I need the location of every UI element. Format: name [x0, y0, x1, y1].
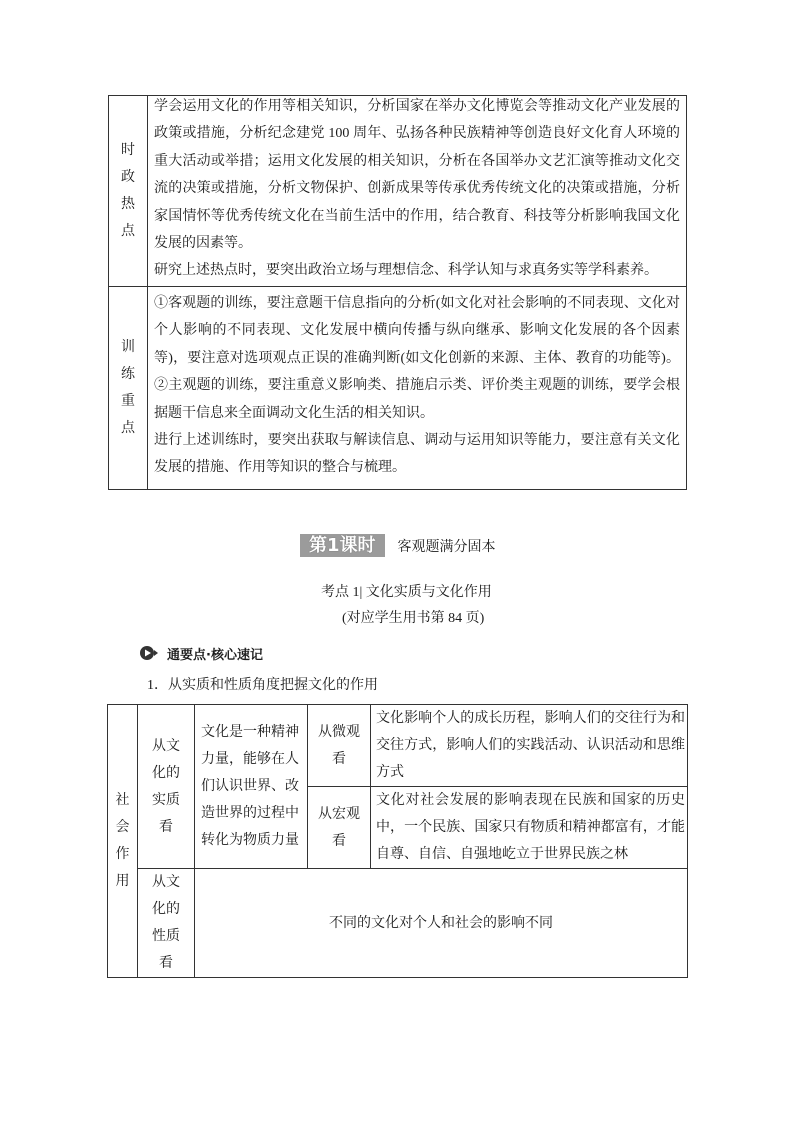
paragraph-line: 据题干信息来全面调动文化生活的相关知识。: [154, 405, 434, 421]
paragraph-line: 研究上述热点时，要突出政治立场与理想信念、科学认知与求真务实等学科素养。: [154, 263, 658, 279]
label-nature: 从文化的性质看: [138, 869, 195, 978]
paragraph-line: 文化是一种精神: [201, 725, 299, 740]
paragraph-line: 文化对社会发展的影响表现在民族和国家的历史: [376, 793, 685, 808]
section-header: [139, 644, 263, 662]
table-row: [108, 869, 688, 978]
section-label: 通要点·核心速记: [167, 647, 263, 663]
paragraph-line: 交往方式，影响人们的实践活动、认识活动和思维: [376, 738, 685, 753]
paragraph-line: 方式: [376, 765, 404, 780]
paragraph-line: 学会运用文化的作用等相关知识，分析国家在举办文化博览会等推动文化产业发展的: [154, 99, 680, 114]
table-row-current-affairs: [109, 96, 687, 287]
culture-role-table: [107, 704, 688, 978]
paragraph-line: 家国情怀等优秀传统文化在当前生活中的作用，结合教育、科技等分析影响我国文化: [154, 208, 680, 224]
subheading: 1．从实质和性质角度把握文化的作用: [147, 678, 378, 693]
label-essence: 从文化的实质看: [138, 705, 195, 869]
label-micro: 从微观看: [308, 705, 371, 787]
paragraph-line: 自尊、自信、自强地屹立于世界民族之林: [376, 847, 628, 862]
paragraph-line: 等)，要注意对选项观点正误的准确判断(如文化创新的来源、主体、教育的功能等)。: [154, 350, 680, 366]
micro-content: [371, 705, 688, 787]
topic-heading: 考点 1| 文化实质与文化作用: [321, 585, 492, 600]
row-header-social-role: 社会作用: [108, 705, 138, 978]
row-content-training-focus: [148, 287, 687, 490]
paragraph-line: 文化影响个人的成长历程，影响人们的交往行为和: [376, 711, 685, 726]
row-content-current-affairs: [148, 96, 687, 287]
label-macro: 从宏观看: [308, 787, 371, 869]
paragraph-line: 发展的因素等。: [154, 235, 252, 251]
paragraph-line: 个人影响的不同表现、文化发展中横向传播与纵向继承、影响文化发展的各个因素: [154, 323, 680, 339]
row-label-training-focus: 训练重点: [109, 287, 148, 490]
essence-definition: [195, 705, 308, 869]
lesson-badge: 第1课时: [300, 534, 385, 557]
paragraph-line: ②主观题的训练，要注重意义影响类、措施启示类、评价类主观题的训练，要学会根: [154, 378, 680, 394]
table-row-training-focus: [109, 287, 687, 490]
paragraph-line: 中，一个民族、国家只有物质和精神都富有，才能: [376, 820, 685, 835]
paragraph-line: ①客观题的训练，要注意题干信息指向的分析(如文化对社会影响的不同表现、文化对: [154, 296, 680, 311]
paragraph-line: 进行上述训练时，要突出获取与解读信息、调动与运用知识等能力，要注意有关文化: [154, 432, 680, 448]
key-points-table: [108, 95, 687, 490]
paragraph-line: 们认识世界、改: [201, 779, 299, 794]
circle-play-icon: [139, 645, 167, 661]
paragraph-line: 力量，能够在人: [201, 752, 299, 767]
lesson-heading: [300, 534, 496, 557]
page-reference: (对应学生用书第 84 页): [342, 611, 485, 626]
paragraph-line: 发展的措施、作用等知识的整合与梳理。: [154, 460, 406, 476]
paragraph-line: 转化为物质力量: [201, 833, 299, 848]
nature-content: 不同的文化对个人和社会的影响不同: [195, 869, 688, 978]
row-label-current-affairs: 时政热点: [109, 96, 148, 287]
paragraph-line: 流的决策或措施，分析文物保护、创新成果等传承优秀传统文化的决策或措施，分析: [154, 181, 680, 197]
paragraph-line: 政策或措施，分析纪念建党 100 周年、弘扬各种民族精神等创造良好文化育人环境的: [154, 126, 680, 142]
table-row: [108, 705, 688, 787]
paragraph-line: 造世界的过程中: [201, 806, 299, 821]
lesson-title: 客观题满分固本: [397, 539, 496, 555]
macro-content: [371, 787, 688, 869]
paragraph-line: 重大活动或举措；运用文化发展的相关知识，分析在各国举办文艺汇演等推动文化交: [154, 153, 680, 169]
